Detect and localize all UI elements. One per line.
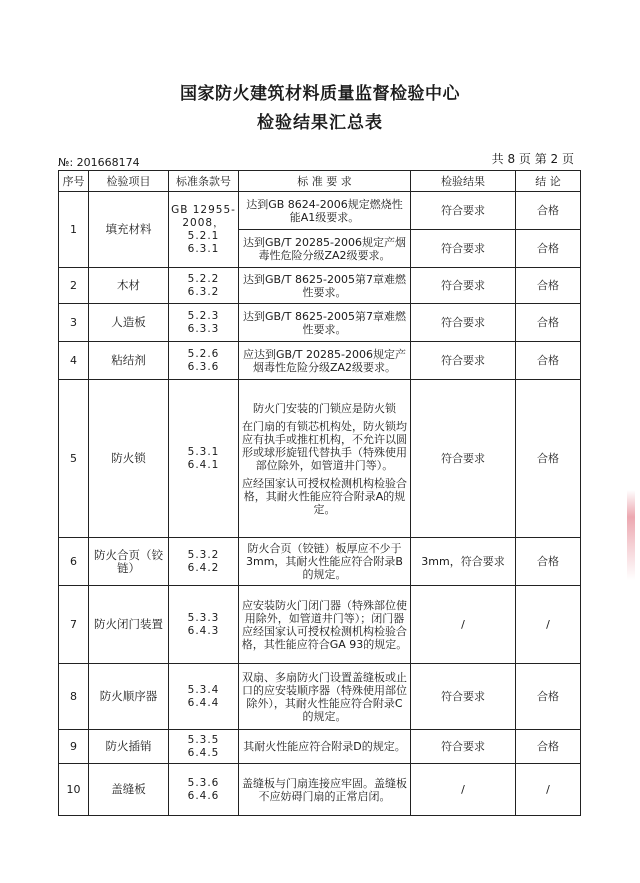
row-result: 符合要求 (411, 664, 516, 730)
row-result: 符合要求 (411, 380, 516, 538)
row-conclusion: 合格 (516, 268, 581, 304)
row-item: 防火锁 (89, 380, 169, 538)
row-clause: GB 12955-2008，5.2.1 6.3.1 (169, 192, 239, 268)
col-header-no: 序号 (59, 171, 89, 192)
col-header-requirement: 标 准 要 求 (239, 171, 411, 192)
row-result: 3mm，符合要求 (411, 538, 516, 586)
col-header-clause: 标准条款号 (169, 171, 239, 192)
row-requirement: 达到GB/T 8625-2005第7章难燃性要求。 (239, 268, 411, 304)
row-clause: 5.3.5 6.4.5 (169, 730, 239, 764)
row-requirement: 达到GB/T 20285-2006规定产烟毒性危险分级ZA2级要求。 (239, 230, 411, 268)
row-item: 防火顺序器 (89, 664, 169, 730)
row-requirement (239, 380, 411, 538)
row-item: 盖缝板 (89, 764, 169, 816)
row-requirement: 达到GB 8624-2006规定燃烧性能A1级要求。 (239, 192, 411, 230)
table-row (59, 730, 581, 764)
row-clause: 5.3.1 6.4.1 (169, 380, 239, 538)
row-requirement: 应安装防火门闭门器（特殊部位使用除外，如管道井门等）；闭门器应经国家认可授权检测机构检验合格，其性能应符合GA 93的规定。 (239, 586, 411, 664)
row-result: 符合要求 (411, 730, 516, 764)
row-result: 符合要求 (411, 342, 516, 380)
row-item: 防火插销 (89, 730, 169, 764)
table-row (59, 538, 581, 586)
requirement-paragraph: 应经国家认可授权检测机构检验合格，其耐火性能应符合附录A的规定。 (242, 476, 407, 516)
row-result: 符合要求 (411, 230, 516, 268)
row-clause: 5.3.2 6.4.2 (169, 538, 239, 586)
requirement-paragraph: 在门扇的有锁芯机构处，防火锁均应有执手或推杠机构，不允许以圆形或球形旋钮代替执手（特殊使用部位除外，如管道井门等）。 (242, 419, 407, 472)
results-table (58, 170, 581, 816)
row-conclusion: 合格 (516, 664, 581, 730)
row-conclusion: 合格 (516, 230, 581, 268)
table-row (59, 586, 581, 664)
row-result: 符合要求 (411, 192, 516, 230)
requirement-paragraph: 防火门安装的门锁应是防火锁 (253, 401, 396, 415)
row-no: 1 (59, 192, 89, 268)
org-title: 国家防火建筑材料质量监督检验中心 (180, 84, 460, 104)
table-row (59, 268, 581, 304)
row-no: 3 (59, 304, 89, 342)
row-clause: 5.2.2 6.3.2 (169, 268, 239, 304)
row-conclusion: 合格 (516, 192, 581, 230)
row-clause: 5.3.4 6.4.4 (169, 664, 239, 730)
row-requirement: 盖缝板与门扇连接应牢固。盖缝板不应妨碍门扇的正常启闭。 (239, 764, 411, 816)
row-result: 符合要求 (411, 304, 516, 342)
row-result: 符合要求 (411, 268, 516, 304)
row-conclusion: / (516, 764, 581, 816)
row-requirement: 应达到GB/T 20285-2006规定产烟毒性危险分级ZA2级要求。 (239, 342, 411, 380)
row-clause: 5.2.6 6.3.6 (169, 342, 239, 380)
row-clause: 5.3.6 6.4.6 (169, 764, 239, 816)
col-header-result: 检验结果 (411, 171, 516, 192)
row-no: 10 (59, 764, 89, 816)
report-title: 检验结果汇总表 (257, 113, 383, 133)
table-header-row (59, 171, 581, 192)
row-conclusion: 合格 (516, 304, 581, 342)
page-info: 共 8 页 第 2 页 (491, 152, 574, 166)
row-item: 粘结剂 (89, 342, 169, 380)
row-conclusion: / (516, 586, 581, 664)
table-row (59, 304, 581, 342)
row-item: 防火闭门装置 (89, 586, 169, 664)
row-no: 6 (59, 538, 89, 586)
row-conclusion: 合格 (516, 538, 581, 586)
row-result: / (411, 764, 516, 816)
row-clause: 5.3.3 6.4.3 (169, 586, 239, 664)
table-row (59, 380, 581, 538)
row-clause: 5.2.3 6.3.3 (169, 304, 239, 342)
table-row (59, 192, 581, 230)
table-row (59, 342, 581, 380)
row-no: 4 (59, 342, 89, 380)
row-requirement: 达到GB/T 8625-2005第7章难燃性要求。 (239, 304, 411, 342)
seal-stamp-edge (627, 490, 635, 580)
row-item: 填充材料 (89, 192, 169, 268)
row-no: 2 (59, 268, 89, 304)
row-requirement: 双扇、多扇防火门设置盖缝板或止口的应安装顺序器（特殊使用部位除外），其耐火性能应符合附录C的规定。 (239, 664, 411, 730)
col-header-item: 检验项目 (89, 171, 169, 192)
row-conclusion: 合格 (516, 380, 581, 538)
col-header-conclusion: 结 论 (516, 171, 581, 192)
row-no: 8 (59, 664, 89, 730)
row-item: 人造板 (89, 304, 169, 342)
row-item: 防火合页（铰链） (89, 538, 169, 586)
row-conclusion: 合格 (516, 342, 581, 380)
row-result: / (411, 586, 516, 664)
row-requirement: 防火合页（铰链）板厚应不少于3mm，其耐火性能应符合附录B的规定。 (239, 538, 411, 586)
row-no: 5 (59, 380, 89, 538)
row-conclusion: 合格 (516, 730, 581, 764)
row-item: 木材 (89, 268, 169, 304)
row-requirement: 其耐火性能应符合附录D的规定。 (239, 730, 411, 764)
row-no: 7 (59, 586, 89, 664)
table-row (59, 764, 581, 816)
row-no: 9 (59, 730, 89, 764)
document-number: №: 201668174 (58, 156, 140, 169)
table-row (59, 664, 581, 730)
